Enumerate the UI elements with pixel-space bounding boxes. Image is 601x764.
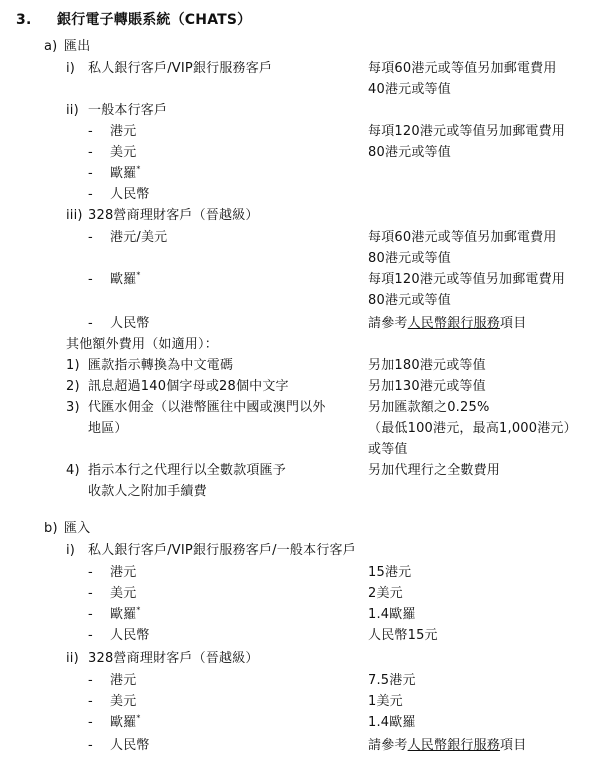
outward-wealth-eur-fee-line2: 80港元或等值 [368,293,451,308]
inward-group1-usd-fee: 2美元 [368,586,403,601]
footnote-star: * [136,270,141,280]
section-number: 3. [16,12,32,28]
outward-general-title: 一般本行客戶 [88,103,168,118]
inward-group1-title: 私人銀行客戶/VIP銀行服務客戶/一般本行客戶 [88,543,356,558]
extra-item3-fee-line2: （最低100港元，最高1,000港元） [368,421,577,436]
inward-group1-rmb-fee: 人民幣15元 [368,628,438,643]
extra-item4-text-line2: 收款人之附加手續費 [88,484,207,499]
outward-wealth-rmb-fee: 請參考人民幣銀行服務項目 [368,316,527,331]
outward-label: a) [44,39,58,54]
outward-private-fee-line2: 40港元或等值 [368,82,451,97]
outward-general-rmb-label: 人民幣 [110,187,150,202]
list-dash: - [88,628,93,643]
inward-group2-label: ii) [66,651,79,666]
inward-group2-hkd-fee: 7.5港元 [368,673,416,688]
footnote-star: * [136,164,141,174]
section-title: 銀行電子轉賬系統（CHATS） [57,12,252,28]
outward-wealth-label: iii) [66,208,83,223]
outward-private-title: 私人銀行客戶/VIP銀行服務客戶 [88,61,273,76]
extra-item-number: 3) [66,400,80,415]
list-dash: - [88,715,93,730]
inward-group1-hkd-fee: 15港元 [368,565,412,580]
list-dash: - [88,565,93,580]
inward-group2-eur-fee: 1.4歐羅 [368,715,416,730]
outward-general-usd-label: 美元 [110,145,137,160]
inward-group2-rmb-label: 人民幣 [110,738,150,753]
outward-private-fee-line1: 每項60港元或等值另加郵電費用 [368,61,557,76]
list-dash: - [88,673,93,688]
inward-group1-label: i) [66,543,76,558]
extra-item3-fee-line3: 或等值 [368,442,408,457]
outward-wealth-eur-fee-line1: 每項120港元或等值另加郵電費用 [368,272,566,287]
list-dash: - [88,166,93,181]
inward-group2-usd-fee: 1美元 [368,694,403,709]
inward-group2-rmb-fee: 請參考人民幣銀行服務項目 [368,738,527,753]
outward-general-hkd-label: 港元 [110,124,137,139]
inward-group1-usd-label: 美元 [110,586,137,601]
inward-group1-eur-fee: 1.4歐羅 [368,607,416,622]
extra-item4-text-line1: 指示本行之代理行以全數款項匯予 [88,463,287,478]
extra-item3-text-line2: 地區） [88,421,128,436]
footnote-star: * [136,605,141,615]
list-dash: - [88,316,93,331]
extra-item3-text-line1: 代匯水佣金（以港幣匯往中國或澳門以外 [88,400,326,415]
outward-general-hkd-fee: 每項120港元或等值另加郵電費用 [368,124,566,139]
outward-wealth-eur-label: 歐羅* [110,270,141,287]
extra-item2-fee: 另加130港元或等值 [368,379,486,394]
outward-general-label: ii) [66,103,79,118]
outward-wealth-rmb-label: 人民幣 [110,316,150,331]
list-dash: - [88,586,93,601]
extra-item2-text: 訊息超過140個字母或28個中文字 [88,379,289,394]
extra-item1-text: 匯款指示轉換為中文電碼 [88,358,234,373]
inward-group2-title: 328營商理財客戶（晉越級） [88,651,259,666]
footnote-star: * [136,713,141,723]
extra-item3-fee-line1: 另加匯款額之0.25% [368,400,490,415]
inward-group1-hkd-label: 港元 [110,565,137,580]
outward-wealth-hkd-usd-label: 港元/美元 [110,230,168,245]
inward-label: b) [44,521,58,536]
inward-group1-eur-label: 歐羅* [110,605,141,622]
list-dash: - [88,230,93,245]
outward-wealth-hkd-usd-fee-line2: 80港元或等值 [368,251,451,266]
outward-wealth-hkd-usd-fee-line1: 每項60港元或等值另加郵電費用 [368,230,557,245]
list-dash: - [88,738,93,753]
rmb-banking-services-link[interactable]: 人民幣銀行服務 [407,316,501,331]
outward-wealth-title: 328營商理財客戶（晉越級） [88,208,259,223]
inward-title: 匯入 [64,521,91,536]
list-dash: - [88,272,93,287]
extra-item4-fee: 另加代理行之全數費用 [368,463,501,478]
list-dash: - [88,694,93,709]
inward-group1-rmb-label: 人民幣 [110,628,150,643]
outward-private-label: i) [66,61,76,76]
list-dash: - [88,145,93,160]
list-dash: - [88,124,93,139]
inward-group2-usd-label: 美元 [110,694,137,709]
list-dash: - [88,607,93,622]
outward-title: 匯出 [64,39,91,54]
list-dash: - [88,187,93,202]
outward-general-usd-fee: 80港元或等值 [368,145,451,160]
inward-group2-hkd-label: 港元 [110,673,137,688]
extra-item-number: 1) [66,358,80,373]
rmb-banking-services-link[interactable]: 人民幣銀行服務 [407,738,501,753]
outward-general-eur-label: 歐羅* [110,164,141,181]
extra-item1-fee: 另加180港元或等值 [368,358,486,373]
extra-item-number: 2) [66,379,80,394]
extra-item-number: 4) [66,463,80,478]
inward-group2-eur-label: 歐羅* [110,713,141,730]
extra-charges-title: 其他額外費用（如適用）： [66,337,218,352]
